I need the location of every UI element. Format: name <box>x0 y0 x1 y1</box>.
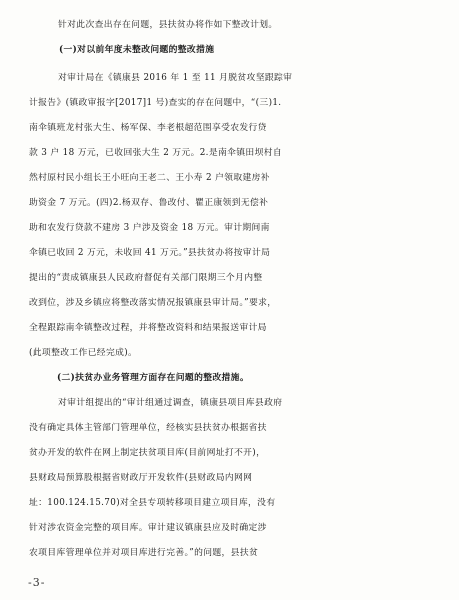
section-heading: (一)对以前年度未整改问题的整改措施 <box>59 45 215 55</box>
text-line: 农项目库管理单位并对项目库进行完善。”的问题，县扶贫 <box>29 548 259 558</box>
text-line: 贫办开发的软件在网上制定扶贫项目库(目前网址打不开)， <box>29 448 266 458</box>
text-line: 南伞镇班龙村张大生、杨军保、李老根超范围享受农发行贷 <box>29 123 267 133</box>
text-line: 改到位，涉及乡镇应将整改落实情况报镇康县审计局。”要求， <box>29 298 277 308</box>
text-line: 伞镇已收回 2 万元，未收回 41 万元。”县扶贫办将按审计局 <box>29 248 271 258</box>
text-line: 针对此次查出存在问题，县扶贫办将作如下整改计划。 <box>58 20 278 30</box>
text-line: 对审计局在《镇康县 2016 年 1 至 11 月脱贫攻坚跟踪审 <box>58 73 293 83</box>
text-line: 款 3 户 18 万元，已收回张大生 2 万元。2.是南伞镇田坝村自 <box>29 148 282 158</box>
page-number: -3- <box>28 576 46 589</box>
text-line: 针对涉农资金完整的项目库。审计建议镇康县应及时确定涉 <box>29 523 267 533</box>
text-line: 址：100.124.15.70)对全县专项转移项目建立项目库，没有 <box>29 498 276 508</box>
text-line: 计报告》(镇政审报字[2017]1 号)查实的存在问题中，“(三)1. <box>29 98 282 108</box>
text-line: 然村原村民小组长王小旺向王老二、王小寿 2 户领取建房补 <box>29 173 270 183</box>
text-line: 助资金 7 万元。(四)2.杨双存、鲁改付、瞿正康领到无偿补 <box>29 198 269 208</box>
text-line: 对审计组提出的“审计组通过调查，镇康县项目库县政府 <box>58 398 283 408</box>
text-line: 县财政局预算股根据省财政厅开发软件(县财政局内网网 <box>29 473 253 483</box>
section-heading: (二)扶贫办业务管理方面存在问题的整改措施。 <box>57 373 249 383</box>
text-line: 提出的“责成镇康县人民政府督促有关部门限期三个月内整 <box>29 273 263 283</box>
text-line: 全程跟踪南伞镇整改过程，并将整改资料和结果报送审计局 <box>29 323 267 333</box>
text-line: 没有确定具体主管部门管理单位，经核实县扶贫办根据省扶 <box>29 423 267 433</box>
text-line: (此项整改工作已经完成)。 <box>29 348 138 358</box>
text-line: 助和农发行贷款不建房 3 户涉及资金 18 万元。审计期间南 <box>29 223 270 233</box>
